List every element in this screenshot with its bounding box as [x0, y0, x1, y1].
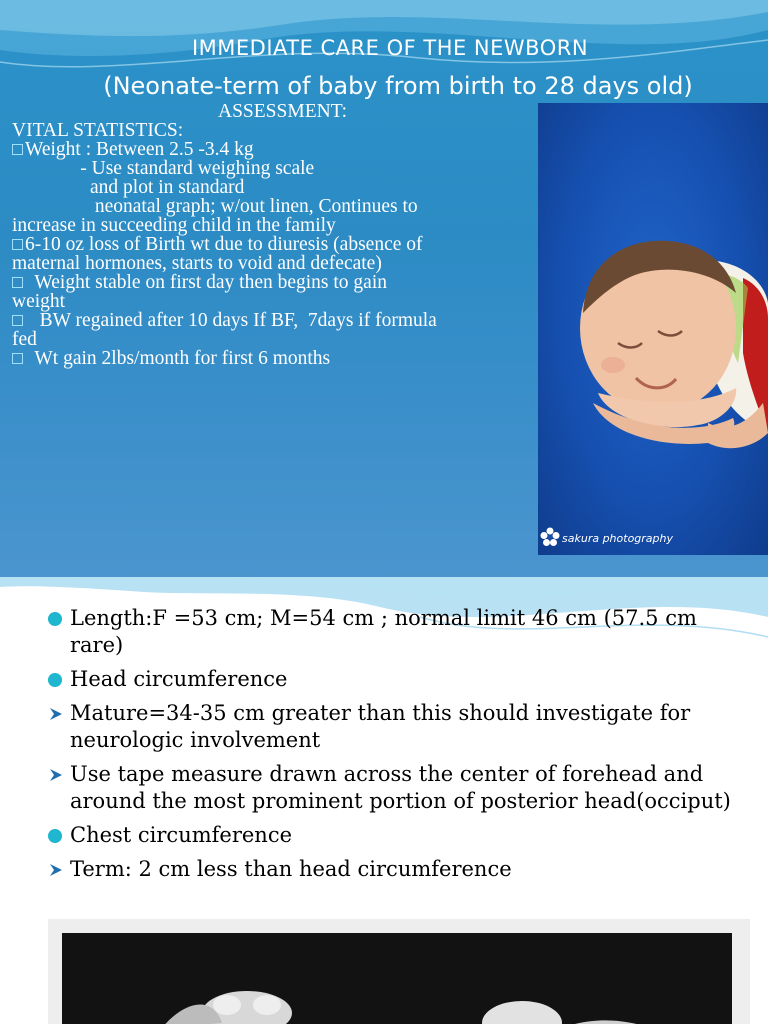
flower-logo-icon: [540, 527, 560, 547]
item-text: Length:F =53 cm; M=54 cm ; normal limit 46 cm (57.5 cm rare): [70, 606, 697, 657]
checkbox-bullet-item: [12, 140, 537, 159]
bullet-dot-icon: [48, 612, 62, 626]
bullet-continuation-line: [12, 292, 537, 311]
bullet-continuation-line: [12, 330, 537, 349]
line-text: - Use standard weighing scale: [12, 158, 315, 179]
checkbox-bullet-item: [12, 349, 537, 368]
line-text: fed: [12, 329, 37, 350]
checkbox-bullet-icon: [12, 315, 23, 326]
slide-title-line-1: IMMEDIATE CARE OF THE NEWBORN: [191, 36, 589, 60]
line-text: Weight : Between 2.5 -3.4 kg: [25, 139, 254, 160]
assessment-heading: ASSESSMENT:: [218, 101, 348, 122]
newborn-photo: [538, 103, 768, 555]
bullet-continuation-line: [12, 254, 537, 273]
checkbox-bullet-icon: [12, 277, 23, 288]
newborn-photo-bw: [48, 919, 750, 1024]
line-text: increase in succeeding child in the family: [12, 215, 336, 236]
vital-statistics-list: [12, 140, 537, 368]
checkbox-bullet-item: [12, 311, 537, 330]
sleeping-baby-illustration: [538, 103, 768, 555]
bullet-dot-icon: [48, 829, 62, 843]
item-text: Chest circumference: [70, 823, 293, 847]
sub-list-item: [46, 856, 746, 883]
checkbox-bullet-icon: [12, 144, 23, 155]
bullet-continuation-line: [12, 178, 537, 197]
vital-statistics-heading: VITAL STATISTICS:: [12, 120, 184, 141]
arrow-bullet-icon: [48, 766, 66, 784]
item-text: Term: 2 cm less than head circumference: [70, 857, 512, 881]
line-text: neonatal graph; w/out linen, Continues to: [12, 196, 418, 217]
line-text: maternal hormones, starts to void and defecate): [12, 253, 382, 274]
checkbox-bullet-item: [12, 273, 537, 292]
checkbox-bullet-icon: [12, 353, 23, 364]
bullet-continuation-line: [12, 159, 537, 178]
item-text: Use tape measure drawn across the center of forehead and around the most prominent portion of posterior head(occiput): [70, 762, 731, 813]
sub-list-item: [46, 761, 746, 815]
item-text: Head circumference: [70, 667, 288, 691]
line-text: Wt gain 2lbs/month for first 6 months: [25, 348, 331, 369]
bullet-dot-icon: [48, 673, 62, 687]
item-text: Mature=34-35 cm greater than this should investigate for neurologic involvement: [70, 701, 691, 752]
assessment-text: [12, 102, 537, 368]
measurement-list: [46, 605, 746, 890]
checkbox-bullet-item: [12, 235, 537, 254]
sub-list-item: [46, 700, 746, 754]
baby-photo-illustration: [62, 933, 732, 1024]
slide-2: [0, 577, 768, 1024]
list-item: [46, 605, 746, 659]
checkbox-bullet-icon: [12, 239, 23, 250]
line-text: 6-10 oz loss of Birth wt due to diuresis (absence of: [25, 234, 423, 255]
line-text: BW regained after 10 days If BF, 7days if formula: [25, 310, 437, 331]
line-text: Weight stable on first day then begins to gain: [25, 272, 388, 293]
list-item: [46, 666, 746, 693]
photo-credit: sakura photography: [562, 532, 674, 545]
bullet-continuation-line: [12, 197, 537, 216]
list-item: [46, 822, 746, 849]
slide-title-line-2: (Neonate-term of baby from birth to 28 days old): [103, 72, 693, 100]
line-text: and plot in standard: [12, 177, 245, 198]
line-text: weight: [12, 291, 66, 312]
photo-content: [62, 933, 732, 1024]
bullet-continuation-line: [12, 216, 537, 235]
arrow-bullet-icon: [48, 705, 66, 723]
arrow-bullet-icon: [48, 861, 66, 879]
